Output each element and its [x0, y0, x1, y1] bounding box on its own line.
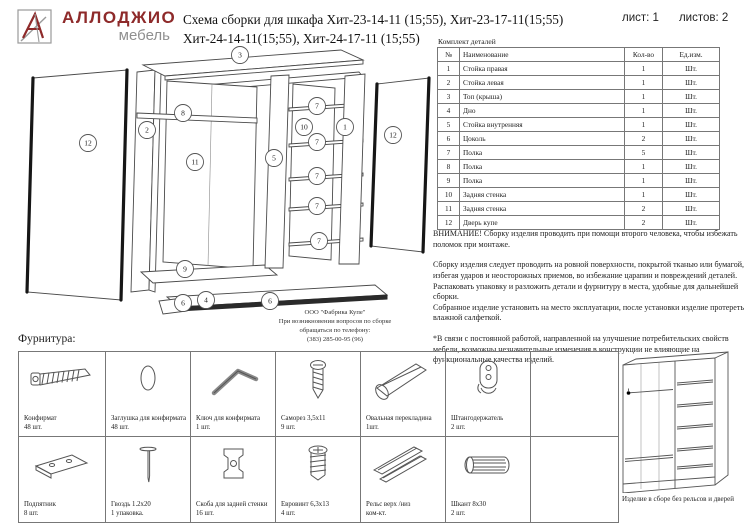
screw-icon	[276, 352, 360, 405]
callout-number: 1	[343, 122, 347, 132]
callout-number: 11	[191, 157, 199, 167]
hardware-item-hex-key	[191, 352, 276, 437]
table-row	[438, 62, 720, 76]
hardware-item-name: Штангодержатель	[451, 415, 504, 423]
hardware-item-foot-plate	[19, 437, 106, 522]
brand-name: АЛЛОДЖИО	[62, 8, 177, 27]
cell-num: 5	[438, 118, 460, 132]
callout-number: 12	[389, 130, 397, 140]
cell-num: 2	[438, 76, 460, 90]
hardware-item-cap	[106, 352, 191, 437]
hardware-item-dowel	[446, 437, 531, 522]
cell-qty: 2	[625, 132, 663, 146]
sheet-number: лист: 1	[622, 12, 659, 24]
callout-number: 7	[315, 137, 319, 147]
cell-qty: 1	[625, 118, 663, 132]
callout-number: 8	[181, 108, 185, 118]
cell-name: Задняя стенка	[460, 188, 625, 202]
hardware-item-qty: 1 шт.	[196, 423, 211, 431]
cell-name: Задняя стенка	[460, 202, 625, 216]
cell-name: Полка	[460, 160, 625, 174]
table-row	[438, 174, 720, 188]
hardware-item-name: Гвоздь 1.2х20	[111, 501, 151, 509]
hardware-section-title: Фурнитура:	[18, 333, 76, 345]
euro-screw-icon	[276, 437, 360, 490]
hardware-item-qty: 1шт.	[366, 423, 379, 431]
table-row	[438, 118, 720, 132]
col-header-num: №	[438, 48, 460, 62]
table-row	[438, 216, 720, 230]
cell-qty: 1	[625, 174, 663, 188]
cell-unit: Шт.	[663, 76, 720, 90]
hardware-item-qty: 4 шт.	[281, 509, 296, 517]
col-header-qty: Кол-во	[625, 48, 663, 62]
hardware-item-name: Шкант 8х30	[451, 501, 486, 509]
note-disclaimer: *В связи с постоянной работой, направленной на улучшение потребительских свойств мебели, возможны незначительные изменения в конструкции не влияющие на функциональные качества изделий.	[433, 334, 729, 365]
cell-unit: Шт.	[663, 160, 720, 174]
cell-qty: 2	[625, 216, 663, 230]
table-row	[438, 104, 720, 118]
sheets-total: листов: 2	[678, 12, 729, 24]
cap-icon	[106, 352, 190, 405]
warning-text: ВНИМАНИЕ! Сборку изделия проводить при помощи второго человека, чтобы избежать поломок при монтаже.	[433, 229, 738, 249]
hardware-item-rod-holder	[446, 352, 531, 437]
cell-qty: 1	[625, 160, 663, 174]
table-row	[438, 188, 720, 202]
manufacturer-note: При возникновении вопросов по сборке	[278, 317, 392, 325]
cell-num: 1	[438, 62, 460, 76]
cell-qty: 2	[625, 202, 663, 216]
hex-key-icon	[191, 352, 275, 405]
cell-name: Стойка внутренняя	[460, 118, 625, 132]
hardware-empty-cell	[531, 437, 618, 522]
back-wall-bracket-icon	[191, 437, 275, 490]
hardware-item-name: Ключ для конфирмата	[196, 415, 261, 423]
assembled-wardrobe-drawing	[615, 345, 748, 493]
cell-qty: 1	[625, 104, 663, 118]
hardware-item-qty: ком-кт.	[366, 509, 387, 517]
table-row	[438, 90, 720, 104]
hardware-item-qty: 48 шт.	[111, 423, 129, 431]
cell-num: 11	[438, 202, 460, 216]
hardware-item-qty: 48 шт.	[24, 423, 42, 431]
table-row	[438, 202, 720, 216]
hardware-item-nail	[106, 437, 191, 522]
callout-number: 3	[238, 50, 242, 60]
cell-unit: Шт.	[663, 216, 720, 230]
cell-num: 8	[438, 160, 460, 174]
callout-number: 2	[145, 125, 149, 135]
cell-num: 10	[438, 188, 460, 202]
parts-table	[437, 47, 720, 230]
callout-number: 9	[183, 264, 187, 274]
confirmat-screw-icon	[19, 352, 105, 405]
cell-unit: Шт.	[663, 202, 720, 216]
cell-name: Дверь купе	[460, 216, 625, 230]
cell-num: 6	[438, 132, 460, 146]
cell-name: Стойка правая	[460, 62, 625, 76]
note-paragraph: Сборку изделия следует проводить на ровной поверхности, покрытой тканью или бумагой, избегая ударов и неосторожных приемов, во избежание царапин и повреждений деталей.	[433, 260, 745, 280]
callout-number: 7	[315, 171, 319, 181]
col-header-name: Наименование	[460, 48, 625, 62]
note-paragraph: Распаковать упаковку и разложить детали и фурнитуру в места, удобные для дальнейшей сборки.	[433, 281, 739, 302]
hardware-item-name: Рельс верх /низ	[366, 501, 411, 509]
cell-name: Топ (крыша)	[460, 90, 625, 104]
cell-name: Полка	[460, 174, 625, 188]
cell-unit: Шт.	[663, 146, 720, 160]
cell-qty: 1	[625, 90, 663, 104]
cell-name: Полка	[460, 146, 625, 160]
cell-unit: Шт.	[663, 62, 720, 76]
hardware-item-qty: 16 шт.	[196, 509, 214, 517]
cell-num: 9	[438, 174, 460, 188]
hardware-item-name: Подпятник	[24, 501, 56, 509]
callout-number: 7	[315, 201, 319, 211]
callout-number: 7	[315, 101, 319, 111]
callout-number: 7	[317, 236, 321, 246]
manufacturer-note: обращаться по телефону:	[299, 326, 371, 334]
cell-qty: 1	[625, 62, 663, 76]
cell-name: Цоколь	[460, 132, 625, 146]
hardware-item-qty: 2 шт.	[451, 423, 466, 431]
callout-number: 6	[268, 296, 272, 306]
hardware-item-oval-bar	[361, 352, 446, 437]
hardware-item-screw	[276, 352, 361, 437]
callout-number: 5	[272, 153, 276, 163]
page-title	[183, 10, 563, 48]
note-paragraph: Собранное изделие установить на место эксплуатации, после установки изделие протереть влажной салфеткой.	[433, 302, 745, 323]
manufacturer-name: ООО "Фабрика Купе"	[304, 309, 366, 316]
callout-number: 4	[204, 295, 208, 305]
brand-subtitle: мебель	[118, 27, 170, 44]
cell-unit: Шт.	[663, 188, 720, 202]
cell-unit: Шт.	[663, 90, 720, 104]
cell-name: Стойка левая	[460, 76, 625, 90]
table-row	[438, 76, 720, 90]
callout-number: 12	[84, 138, 92, 148]
hardware-item-name: Евровинт 6,3х13	[281, 501, 330, 509]
sheet-info	[622, 12, 728, 24]
hardware-item-qty: 8 шт.	[24, 509, 39, 517]
cell-unit: Шт.	[663, 104, 720, 118]
hardware-item-back-wall-bracket	[191, 437, 276, 522]
callout-number: 10	[300, 122, 308, 132]
cell-qty: 5	[625, 146, 663, 160]
hardware-item-name: Скоба для задней стенки	[196, 501, 268, 509]
oval-tube-icon	[361, 352, 445, 405]
assembled-caption: Изделие в сборе без рельсов и дверей	[621, 495, 735, 503]
title-line-2: Хит-24-14-11(15;55), Хит-24-17-11 (15;55)	[183, 31, 420, 47]
cell-num: 12	[438, 216, 460, 230]
cell-num: 4	[438, 104, 460, 118]
hardware-item-qty: 1 упаковка.	[111, 509, 144, 517]
cell-unit: Шт.	[663, 174, 720, 188]
cell-unit: Шт.	[663, 132, 720, 146]
cell-qty: 1	[625, 76, 663, 90]
table-row	[438, 132, 720, 146]
hardware-item-confirmat	[19, 352, 106, 437]
cell-num: 7	[438, 146, 460, 160]
cell-num: 3	[438, 90, 460, 104]
hardware-item-euro-screw	[276, 437, 361, 522]
rod-holder-icon	[446, 352, 530, 405]
hardware-item-qty: 2 шт.	[451, 509, 466, 517]
dowel-icon	[446, 437, 530, 490]
hardware-item-name: Саморез 3,5х11	[281, 415, 326, 423]
callout-number: 6	[181, 298, 185, 308]
cell-name: Дно	[460, 104, 625, 118]
foot-plate-icon	[19, 437, 105, 490]
hardware-item-name: Овальная перекладина	[366, 415, 432, 423]
hardware-item-name: Конфирмат	[24, 415, 57, 423]
rail-icon	[361, 437, 445, 490]
exploded-view-diagram	[25, 45, 435, 315]
parts-table-caption: Комплект деталей	[438, 37, 496, 46]
hardware-empty-cell	[531, 352, 618, 437]
table-row	[438, 160, 720, 174]
hardware-item-name: Заглушка для конфирмата	[111, 415, 186, 423]
hardware-item-qty: 9 шт.	[281, 423, 296, 431]
col-header-unit: Ед.изм.	[663, 48, 720, 62]
hardware-item-rail	[361, 437, 446, 522]
cell-unit: Шт.	[663, 118, 720, 132]
table-row	[438, 146, 720, 160]
parts-table-header-row	[438, 48, 720, 62]
manufacturer-phone: (383) 285-00-95 (96)	[306, 335, 364, 343]
nail-icon	[106, 437, 190, 490]
cell-qty: 1	[625, 188, 663, 202]
title-line-1: Схема сборки для шкафа Хит-23-14-11 (15;55), Хит-23-17-11(15;55)	[183, 12, 564, 27]
hardware-grid	[18, 351, 619, 523]
